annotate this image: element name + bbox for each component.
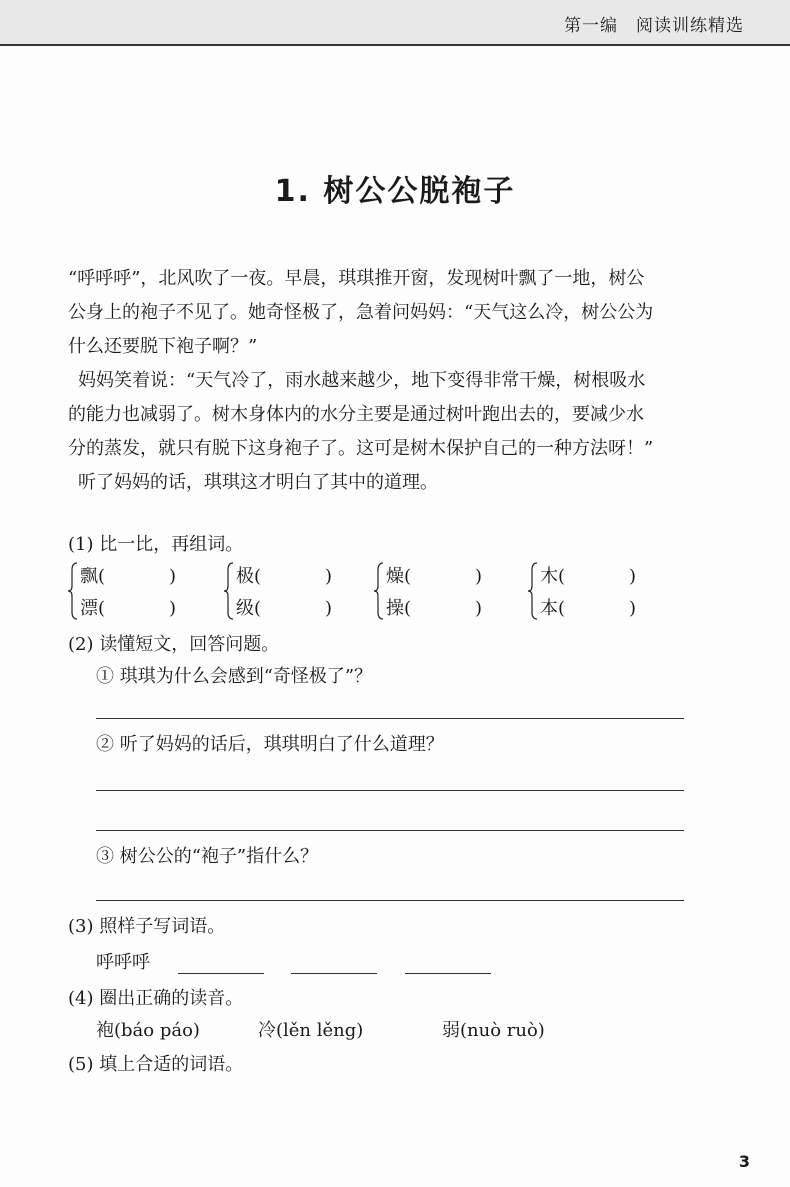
paren-open: ( [98,598,106,619]
paren-close: ) [324,598,332,619]
example-word: 呼呼呼 [96,952,150,973]
paren-open: ( [404,598,412,619]
compare-char: 极 [236,566,254,587]
paren-close: ) [628,566,636,587]
section-title: 第一编 阅读训练精选 [564,16,744,36]
question-2-label: (2) 读懂短文，回答问题。 [68,634,280,655]
compare-char: 燥 [386,566,404,587]
compare-pair [528,562,648,622]
pinyin-item[interactable]: 冷(lěn lěng) [258,1020,364,1041]
compare-char: 木 [540,566,558,587]
question-3-row [96,948,491,974]
paren-open: ( [404,566,412,587]
lesson-title: 1. 树公公脱袍子 [274,174,516,209]
compare-words [68,562,728,622]
paragraph-line: 妈妈笑着说：“天气冷了，雨水越来越少，地下变得非常干燥，树根吸水 [78,370,646,391]
compare-char: 漂 [80,598,98,619]
paren-open: ( [254,598,262,619]
paragraph-line: 的能力也减弱了。树木身体内的水分主要是通过树叶跑出去的，要减少水 [68,404,644,425]
paren-close: ) [168,566,176,587]
paren-open: ( [98,566,106,587]
paren-close: ) [324,566,332,587]
header-rule [0,44,790,46]
paragraph-line: “呼呼呼”，北风吹了一夜。早晨，琪琪推开窗，发现树叶飘了一地，树公 [68,268,645,289]
brace-icon [224,562,234,620]
question-5-label: (5) 填上合适的词语。 [68,1054,244,1075]
answer-line[interactable] [96,718,684,719]
paragraph-line: 分的蒸发，就只有脱下这身袍子了。这可是树木保护自己的一种方法呀！” [68,438,654,459]
page-number: 3 [738,1152,750,1171]
answer-line[interactable] [96,830,684,831]
paragraph-2 [68,364,728,466]
paragraph-3 [68,466,728,500]
compare-pair [224,562,344,622]
paren-open: ( [254,566,262,587]
brace-icon [528,562,538,620]
answer-line[interactable] [96,900,684,901]
paragraph-line: 听了妈妈的话，琪琪这才明白了其中的道理。 [78,472,438,493]
paren-close: ) [628,598,636,619]
paren-open: ( [558,566,566,587]
paragraph-line: 公身上的袍子不见了。她奇怪极了，急着问妈妈：“天气这么冷，树公公为 [68,302,654,323]
pinyin-item[interactable]: 弱(nuò ruò) [442,1020,545,1041]
question-1-label: (1) 比一比，再组词。 [68,534,244,555]
question-2-sub-2: ② 听了妈妈的话后，琪琪明白了什么道理？ [96,734,444,755]
pinyin-item[interactable]: 袍(báo páo) [96,1020,200,1041]
brace-icon [374,562,384,620]
compare-char: 操 [386,598,404,619]
word-blank[interactable] [178,973,264,974]
paren-close: ) [168,598,176,619]
question-3-label: (3) 照样子写词语。 [68,916,226,937]
compare-pair [68,562,188,622]
paren-close: ) [474,598,482,619]
paren-open: ( [558,598,566,619]
word-blank[interactable] [291,973,377,974]
paragraph-line: 什么还要脱下袍子啊？” [68,336,258,357]
question-2-sub-1: ① 琪琪为什么会感到“奇怪极了”？ [96,666,373,687]
paren-close: ) [474,566,482,587]
page-header [0,0,790,44]
compare-char: 级 [236,598,254,619]
question-4-label: (4) 圈出正确的读音。 [68,988,244,1009]
compare-char: 本 [540,598,558,619]
answer-line[interactable] [96,790,684,791]
compare-char: 飘 [80,566,98,587]
compare-pair [374,562,494,622]
brace-icon [68,562,78,620]
word-blank[interactable] [405,973,491,974]
question-2-sub-3: ③ 树公公的“袍子”指什么？ [96,846,319,867]
paragraph-1 [68,262,728,364]
